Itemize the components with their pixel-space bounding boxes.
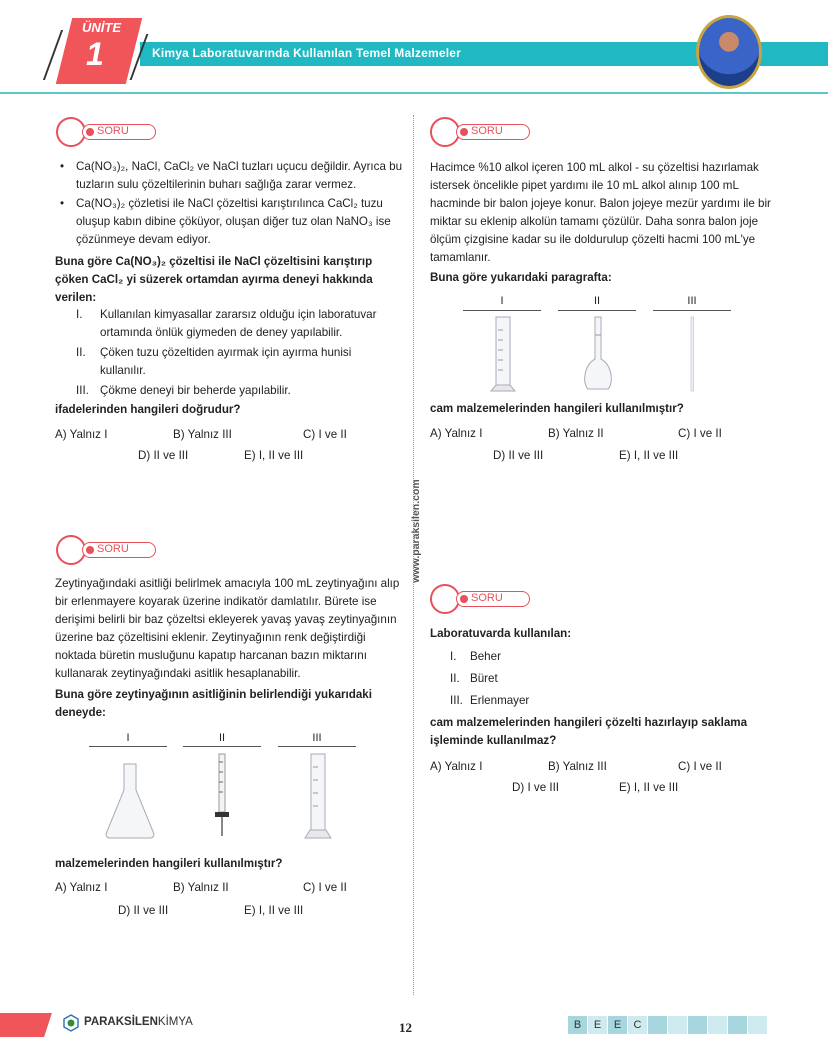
burette-image [212, 752, 232, 842]
footer-accent [0, 1013, 52, 1037]
q4-item: Erlenmayer [470, 694, 530, 707]
volumetric-flask-image [582, 315, 614, 393]
brand-light: KİMYA [157, 1016, 193, 1028]
bullet: • [60, 197, 65, 210]
q4-item-num: I. [450, 650, 457, 663]
q4-item: Büret [470, 672, 498, 685]
label-line [653, 310, 731, 311]
option-b[interactable]: B) Yalnız III [173, 428, 232, 441]
graduated-cylinder-image [302, 752, 334, 840]
label-line [558, 310, 636, 311]
soru-label: SORU [456, 124, 530, 140]
answer-key-cell [648, 1016, 667, 1034]
option-c[interactable]: C) I ve II [678, 760, 722, 773]
label-line [183, 746, 261, 747]
answer-key-cell [688, 1016, 707, 1034]
page-number: 12 [399, 1020, 412, 1035]
graduated-cylinder-image [488, 315, 518, 393]
header-divider [0, 92, 828, 94]
label-line [89, 746, 167, 747]
q1-stem: Buna göre Ca(NO₃)₂ çözeltisi ile NaCl çözeltisini karıştırıp çöken CaCl₂ yi süzerek ortamdan ayırma deneyi hakkında verilen: [55, 255, 373, 304]
option-a[interactable]: A) Yalnız I [430, 760, 483, 773]
answer-key-cell: E [608, 1016, 627, 1034]
q2-text: Hacimce %10 alkol içeren 100 mL alkol - su çözeltisi hazırlamak istersek öncelikle pipet yardımı ile 10 mL alkol alınıp 100 mL hacminde bir balon jojeye konur. Balon jojeye mezür yardımı ile bir miktar su eklenip alkolün tamamı çözülür. Daha sonra balon joje ölçüm çizgisine kadar su ile doldurulup çözelti hacmi 100 mL'ye tamamlanır. [430, 161, 771, 264]
q1-question: ifadelerinden hangileri doğrudur? [55, 403, 241, 416]
label-ii: II [593, 295, 601, 307]
q3-text: Zeytinyağındaki asitliği belirlmek amacıyla 100 mL zeytinyağını alıp bir erlenmayere koyarak üzerine indikatör damlatılır. Bürete ise derişimi belirli bir baz çözeltsi ekleyerek yavaş yavaş zeytinyağının üzerine baz çözeltisini eklenir. Zeytinyağının renk değiştirdiği noktada büretin musluğunu kapatıp harcanan bazın miktarını kullanarak zeytinyağındaki asitlik hesaplanabilir. [55, 577, 400, 680]
q4-question: cam malzemelerinden hangileri çözelti hazırlayıp saklama işleminde kullanılmaz? [430, 716, 748, 747]
option-e[interactable]: E) I, II ve III [244, 904, 304, 917]
q2-question: cam malzemelerinden hangileri kullanılmıştır? [430, 402, 684, 415]
q4-item-num: III. [450, 694, 463, 707]
author-avatar [696, 15, 762, 89]
option-c[interactable]: C) I ve II [678, 427, 722, 440]
brand-bold: PARAKSİLEN [84, 1016, 158, 1028]
answer-key-cell [708, 1016, 727, 1034]
option-e[interactable]: E) I, II ve III [244, 449, 304, 462]
unit-number: 1 [86, 36, 104, 72]
label-iii: III [312, 732, 322, 744]
option-c[interactable]: C) I ve II [303, 428, 347, 441]
option-a[interactable]: A) Yalnız I [55, 881, 108, 894]
q3-stem: Buna göre zeytinyağının asitliğinin belirlendiği yukarıdaki deneyde: [55, 688, 372, 719]
soru-badge [430, 117, 530, 147]
label-i: I [126, 732, 130, 744]
answer-key-cell [748, 1016, 767, 1034]
q3-question: malzemelerinden hangileri kullanılmıştır? [55, 857, 283, 870]
label-ii: II [218, 732, 226, 744]
label-line [463, 310, 541, 311]
q1-bullet-2: Ca(NO₃)₂ çözletisi ile NaCl çözeltisi karıştırılınca CaCl₂ tuzu oluşup kabın dibine çöküyor, oluşan diğer tuz olan NaNO₃ ise çözünmeye devam ediyor. [76, 197, 391, 246]
q1-item: Çöken tuzu çözeltiden ayırmak için ayırma hunisi kullanılır. [100, 346, 352, 377]
option-e[interactable]: E) I, II ve III [619, 449, 679, 462]
option-b[interactable]: B) Yalnız II [548, 427, 604, 440]
soru-badge [430, 584, 530, 614]
soru-label: SORU [82, 124, 156, 140]
label-i: I [500, 295, 504, 307]
option-a[interactable]: A) Yalnız I [430, 427, 483, 440]
option-b[interactable]: B) Yalnız II [173, 881, 229, 894]
answer-key-cell: B [568, 1016, 587, 1034]
label-line [278, 746, 356, 747]
soru-label: SORU [82, 542, 156, 558]
q1-item-num: II. [76, 346, 86, 359]
answer-key-cell [728, 1016, 747, 1034]
unit-word: ÜNİTE [82, 20, 121, 35]
option-d[interactable]: D) II ve III [118, 904, 169, 917]
option-b[interactable]: B) Yalnız III [548, 760, 607, 773]
q4-item: Beher [470, 650, 501, 663]
answer-key-cell: C [628, 1016, 647, 1034]
q1-item-num: I. [76, 308, 83, 321]
pipette-image [686, 315, 698, 393]
option-d[interactable]: D) II ve III [493, 449, 544, 462]
q1-bullet-1: Ca(NO₃)₂, NaCl, CaCl₂ ve NaCl tuzları uçucu değildir. Ayrıca bu tuzların sulu çözeltilerinin buharı sağlığa zarar vermez. [76, 160, 403, 191]
q1-item: Kullanılan kimyasallar zararsız olduğu için laboratuvar ortamında önlük giymeden de deney yapılabilir. [100, 308, 377, 339]
soru-label: SORU [456, 591, 530, 607]
q2-stem: Buna göre yukarıdaki paragrafta: [430, 271, 612, 284]
header-title: Kimya Laboratuvarında Kullanılan Temel Malzemeler [152, 46, 462, 60]
q4-stem: Laboratuvarda kullanılan: [430, 627, 572, 640]
option-e[interactable]: E) I, II ve III [619, 781, 679, 794]
erlenmeyer-flask-image [104, 762, 156, 840]
option-d[interactable]: D) I ve III [512, 781, 560, 794]
side-url: www.paraksilen.com [410, 479, 422, 583]
option-a[interactable]: A) Yalnız I [55, 428, 108, 441]
label-iii: III [687, 295, 697, 307]
q1-item: Çökme deneyi bir beherde yapılabilir. [100, 384, 291, 397]
q4-item-num: II. [450, 672, 460, 685]
soru-badge [56, 535, 156, 565]
bullet: • [60, 160, 65, 173]
answer-key-cell [668, 1016, 687, 1034]
soru-badge [56, 117, 156, 147]
option-d[interactable]: D) II ve III [138, 449, 189, 462]
option-c[interactable]: C) I ve II [303, 881, 347, 894]
brand-logo-icon [62, 1014, 80, 1032]
q1-item-num: III. [76, 384, 89, 397]
answer-key-cell: E [588, 1016, 607, 1034]
brand-name [84, 1016, 193, 1028]
